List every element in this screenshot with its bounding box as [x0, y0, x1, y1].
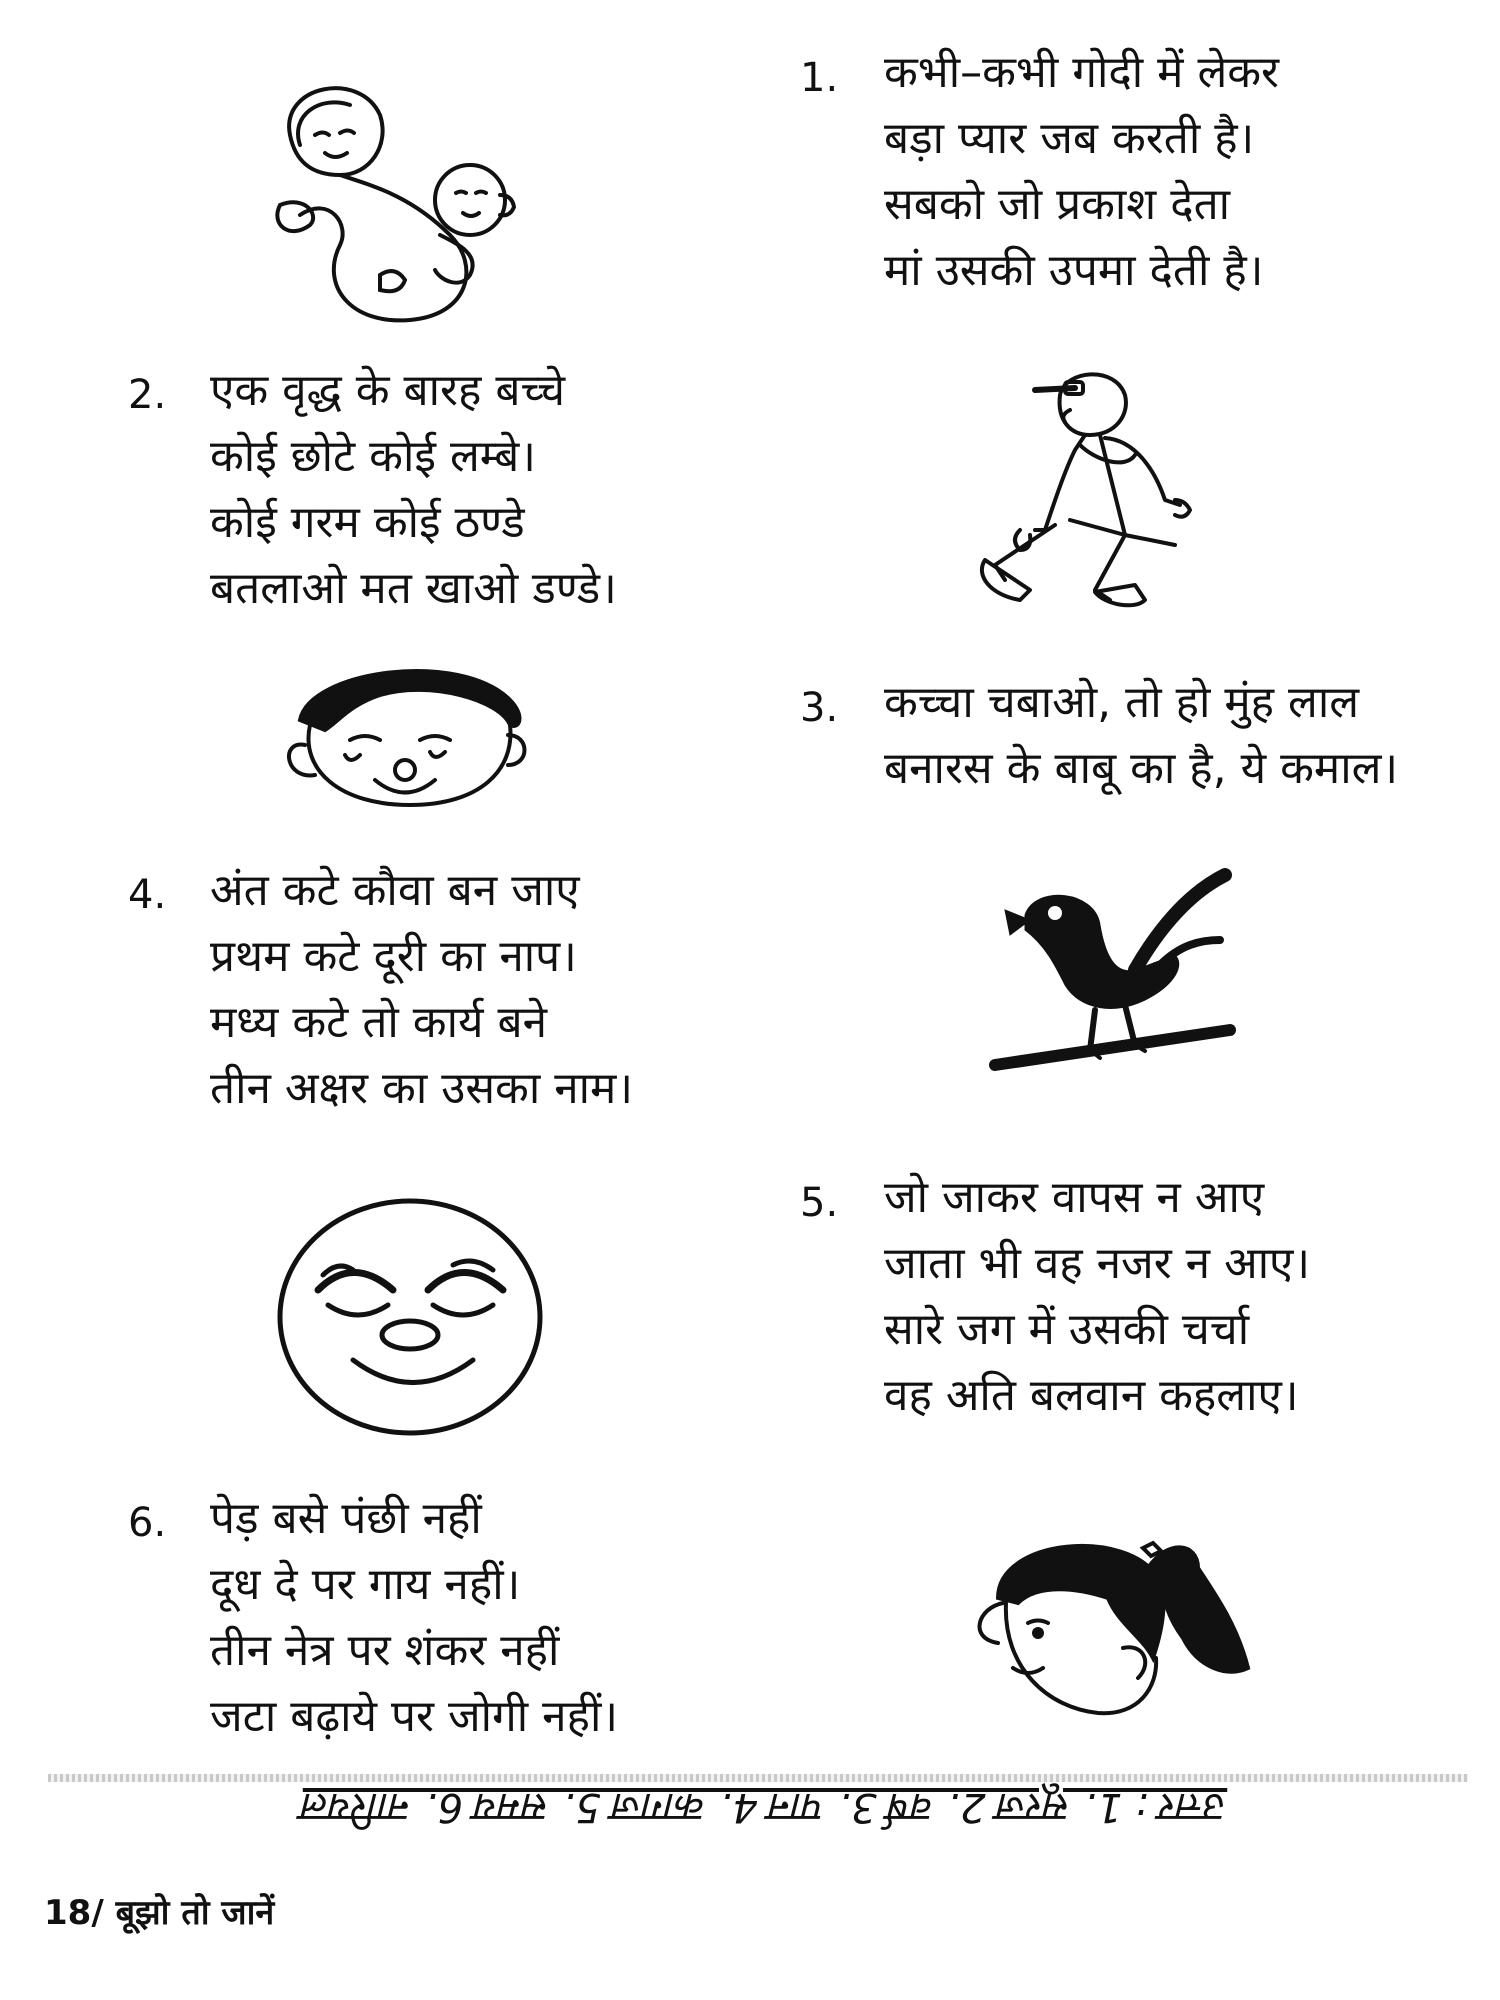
riddle-line: वह अति बलवान कहलाए। — [884, 1370, 1299, 1421]
girl-face-illustration — [958, 1528, 1258, 1728]
riddle-line: दूध दे पर गाय नहीं। — [210, 1559, 521, 1610]
riddle-1-number: 1. — [800, 55, 839, 101]
riddle-line: बनारस के बाबू का है, ये कमाल। — [884, 743, 1399, 794]
sun-face-illustration — [268, 1195, 553, 1440]
riddle-2 — [210, 358, 617, 622]
riddle-5-number: 5. — [800, 1180, 839, 1226]
riddle-line: मध्य कटे तो कार्य बने — [210, 997, 548, 1048]
riddle-1 — [884, 40, 1279, 304]
boy-face-illustration — [280, 660, 540, 810]
riddle-2-number: 2. — [128, 372, 167, 418]
riddle-line: कभी–कभी गोदी में लेकर — [884, 47, 1280, 98]
riddle-line: जो जाकर वापस न आए — [884, 1172, 1265, 1223]
riddle-line: जटा बढ़ाये पर जोगी नहीं। — [210, 1691, 619, 1742]
answer-key-inverted: उत्तर : 1. सूरज 2. वर्ष 3. पान 4. कागज 5. समय 6. नारियल — [302, 1784, 1228, 1830]
mother-baby-illustration — [260, 75, 560, 335]
riddle-line: एक वृद्ध के बारह बच्चे — [210, 365, 566, 416]
riddle-line: मां उसकी उपमा देती है। — [884, 245, 1264, 296]
riddle-line: प्रथम कटे दूरी का नाप। — [210, 931, 577, 982]
riddle-5 — [884, 1165, 1310, 1429]
riddle-4-number: 4. — [128, 872, 167, 918]
page-footer: 18/ बूझो तो जानें — [44, 1893, 275, 1933]
riddle-3 — [884, 670, 1398, 802]
old-man-walking-illustration — [975, 360, 1245, 620]
riddle-6-number: 6. — [128, 1500, 167, 1546]
riddle-line: बड़ा प्यार जब करती है। — [884, 113, 1255, 164]
riddle-line: अंत कटे कौवा बन जाए — [210, 865, 580, 916]
bird-illustration — [985, 865, 1240, 1080]
riddle-6 — [210, 1486, 618, 1750]
riddle-line: बतलाओ मत खाओ डण्डे। — [210, 563, 617, 614]
riddle-line: तीन अक्षर का उसका नाम। — [210, 1063, 634, 1114]
riddle-line: पेड़ बसे पंछी नहीं — [210, 1493, 482, 1544]
riddle-4 — [210, 858, 633, 1122]
riddle-line: कोई गरम कोई ठण्डे — [210, 497, 525, 548]
riddle-3-number: 3. — [800, 685, 839, 731]
riddle-line: तीन नेत्र पर शंकर नहीं — [210, 1625, 560, 1676]
riddle-line: जाता भी वह नजर न आए। — [884, 1238, 1311, 1289]
dotted-divider — [48, 1774, 1468, 1782]
riddle-line: सबको जो प्रकाश देता — [884, 179, 1231, 230]
riddle-line: सारे जग में उसकी चर्चा — [884, 1304, 1250, 1355]
riddle-line: कोई छोटे कोई लम्बे। — [210, 431, 536, 482]
riddle-line: कच्चा चबाओ, तो हो मुंह लाल — [884, 677, 1360, 728]
